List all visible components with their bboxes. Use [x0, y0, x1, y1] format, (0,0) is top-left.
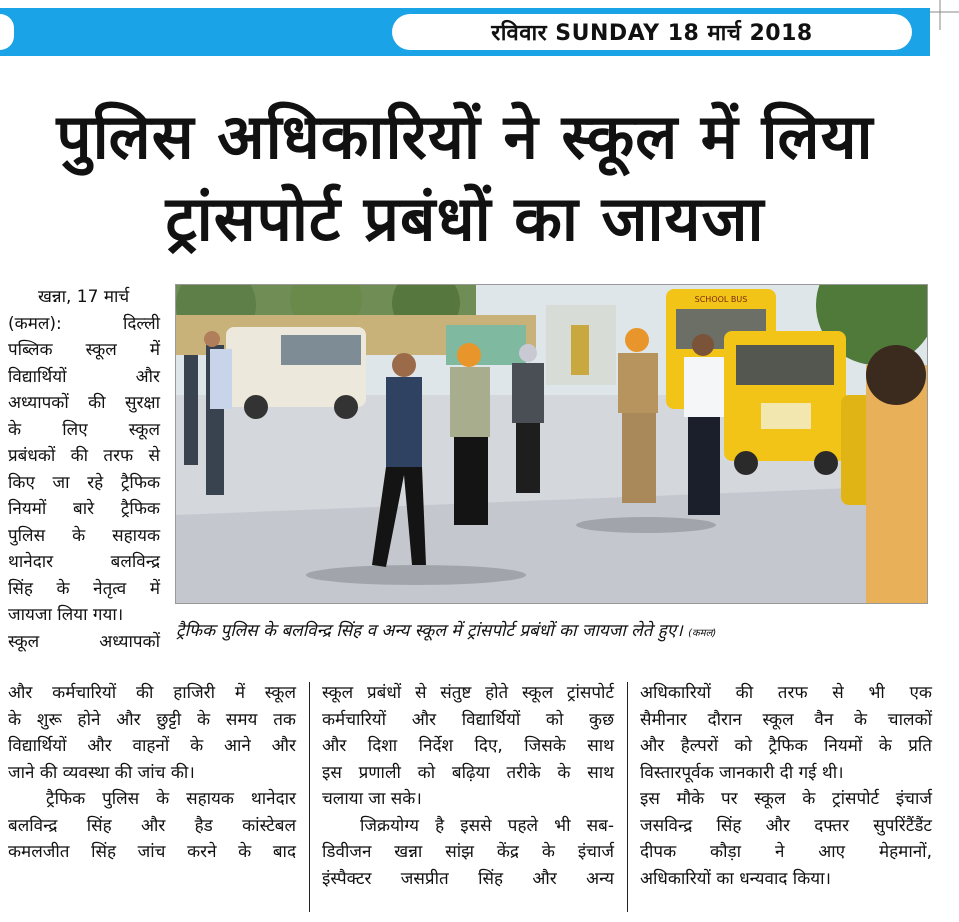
news-photo-illustration — [176, 285, 928, 604]
column-divider — [627, 682, 628, 912]
crop-mark-icon — [930, 0, 959, 30]
article-line: और हैल्परों को ट्रैफिक नियमों के प्रति — [640, 736, 932, 756]
date-line: रविवार SUNDAY 18 मार्च 2018 — [392, 14, 912, 50]
article-line: स्कूल अध्यापकों — [8, 631, 160, 652]
bus-sign: SCHOOL BUS — [694, 295, 748, 304]
article-column-2 — [322, 680, 614, 892]
article-line: नियमों बारे ट्रैफिक — [8, 499, 160, 519]
photo-caption — [176, 618, 928, 641]
caption-credit: (कमल) — [688, 628, 717, 639]
article-line: विद्यार्थियों और — [8, 366, 160, 387]
article-line: विस्तारपूर्वक जानकारी दी गई थी। — [640, 762, 844, 783]
article-line: के लिए स्कूल — [8, 419, 160, 440]
article-line: चलाया जा सके। — [322, 789, 422, 809]
article-line: जायजा लिया गया। — [8, 605, 124, 625]
headline — [0, 96, 930, 260]
article-column-3 — [640, 680, 932, 892]
article-column-1-top — [8, 284, 160, 655]
article-line: कमलजीत सिंह जांच करने के बाद — [8, 842, 296, 862]
article-line: पुलिस के सहायक — [8, 525, 160, 546]
headline-line-2: ट्रांसपोर्ट प्रबंधों का जायजा — [165, 182, 765, 255]
article-column-1-bottom — [8, 680, 296, 866]
article-line: सैमीनार दौरान स्कूल वैन के चालकों — [640, 709, 932, 730]
column-divider — [309, 682, 310, 912]
article-line: खन्ना, 17 मार्च — [38, 287, 130, 307]
article-line: और कर्मचारियों की हाजिरी में स्कूल — [8, 683, 296, 703]
article-line: स्कूल प्रबंधों से संतुष्ट होते स्कूल ट्रांसपोर्ट — [322, 683, 614, 703]
article-line: अध्यापकों की सुरक्षा — [8, 393, 160, 413]
article-line: विद्यार्थियों और वाहनों के आने और — [8, 736, 296, 756]
article-line: जिक्रयोग्य है इससे पहले भी सब- — [360, 815, 614, 836]
article-line: दीपक कौड़ा ने आए मेहमानों, — [640, 842, 932, 862]
article-line: इस मौके पर स्कूल के ट्रांसपोर्ट इंचार्ज — [640, 789, 932, 809]
article-line: अधिकारियों की तरफ से भी एक — [640, 683, 932, 703]
article-line: के शुरू होने और छुट्टी के समय तक — [8, 709, 296, 730]
article-line: इंस्पैक्टर जसप्रीत सिंह और अन्य — [322, 868, 614, 889]
article-line: अधिकारियों का धन्यवाद किया। — [640, 868, 831, 889]
article-line: जाने की व्यवस्था की जांच की। — [8, 762, 195, 783]
article-line: कर्मचारियों और विद्यार्थियों को कुछ — [322, 709, 614, 730]
article-line: इस प्रणाली को बढ़िया तरीके के साथ — [322, 762, 614, 783]
article-line: जसविन्द्र सिंह और दफ्तर सुपरिंटैंडैंट — [640, 815, 932, 836]
article-line: सिंह के नेतृत्व में — [8, 578, 160, 599]
caption-text: ट्रैफिक पुलिस के बलविन्द्र सिंह व अन्य स्कूल में ट्रांसपोर्ट प्रबंधों का जायजा लेते हुए। — [176, 621, 683, 641]
article-line: पब्लिक स्कूल में — [8, 340, 160, 360]
article-line: ट्रैफिक पुलिस के सहायक थानेदार — [46, 789, 296, 809]
article-line: प्रबंधकों की तरफ से — [8, 446, 160, 466]
article-line: थानेदार बलविन्द्र — [8, 552, 160, 572]
headline-line-1: पुलिस अधिकारियों ने स्कूल में लिया — [56, 100, 874, 173]
article-line: बलविन्द्र सिंह और हैड कांस्टेबल — [8, 815, 296, 836]
article-line: डिवीजन खन्ना सांझ केंद्र के इंचार्ज — [322, 842, 614, 862]
article-line: और दिशा निर्देश दिए, जिसके साथ — [322, 736, 614, 756]
news-photo — [175, 284, 928, 604]
article-line: (कमल): दिल्ली — [8, 313, 160, 334]
article-line: किए जा रहे ट्रैफिक — [8, 472, 160, 493]
